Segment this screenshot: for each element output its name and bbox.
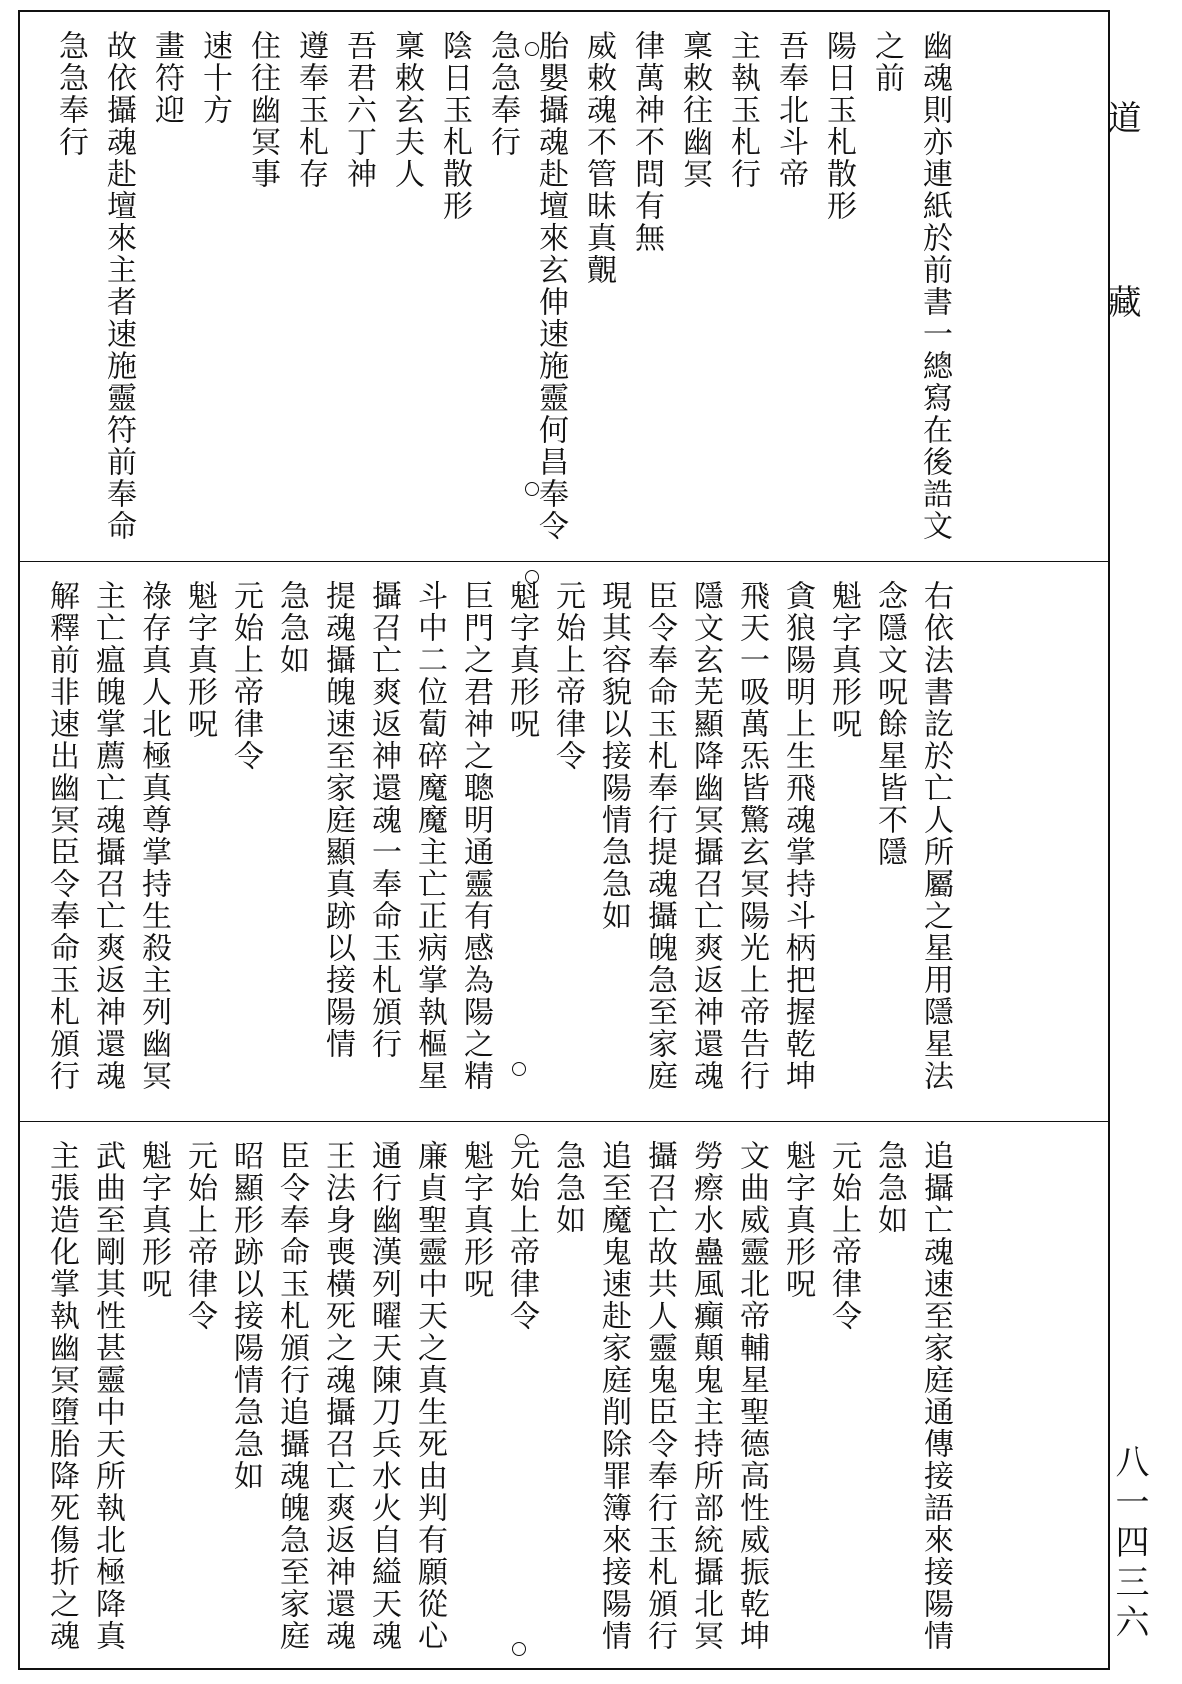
text-column: 昭顯形跡以接陽情急急如	[228, 1140, 263, 1492]
panel-middle	[20, 562, 1108, 1122]
text-column: 追攝亡魂速至家庭通傳接語來接陽情	[918, 1140, 953, 1652]
text-column: 威敕魂不管昧真覿	[581, 30, 616, 286]
text-column: 急急奉行	[53, 30, 88, 158]
text-column: 元始上帝律令	[826, 1140, 861, 1332]
text-column: 魁字真形呪	[504, 580, 539, 740]
text-column: 提魂攝魄速至家庭顯真跡以接陽情	[320, 580, 355, 1060]
text-column: 斗中二位蔔碎魔魔主亡正病掌執樞星	[412, 580, 447, 1092]
text-column: 臣令奉命玉札頒行追攝魂魄急至家庭	[274, 1140, 309, 1652]
text-column: 王法身喪橫死之魂攝召亡爽返神還魂	[320, 1140, 355, 1652]
text-column: 幽魂則亦連紙於前書一總寫在後誥文	[917, 30, 952, 542]
text-column: 武曲至剛其性甚靈中天所執北極降真	[90, 1140, 125, 1652]
text-column: 吾君六丁神	[341, 30, 376, 190]
text-column: 隱文玄芜顯降幽冥攝召亡爽返神還魂	[688, 580, 723, 1092]
circle-mark	[512, 1062, 526, 1076]
text-column: 稟敕往幽冥	[677, 30, 712, 190]
text-column: 急急奉行	[485, 30, 520, 158]
text-column: 追至魔鬼速赴家庭削除罪簿來接陽情	[596, 1140, 631, 1652]
text-column: 貪狼陽明上生飛魂掌持斗柄把握乾坤	[780, 580, 815, 1092]
text-column: 主執玉札行	[725, 30, 760, 190]
text-column: 攝召亡故共人靈鬼臣令奉行玉札頒行	[642, 1140, 677, 1652]
text-column: 元始上帝律令	[228, 580, 263, 772]
text-column: 急急如	[550, 1140, 585, 1236]
text-column: 現其容貌以接陽情急急如	[596, 580, 631, 932]
text-column: 主張造化掌執幽冥墮胎降死傷折之魂	[44, 1140, 79, 1652]
text-column: 主亡瘟魄掌薦亡魂攝召亡爽返神還魂	[90, 580, 125, 1092]
text-column: 右依法書訖於亡人所屬之星用隱星法	[918, 580, 953, 1092]
text-column: 飛天一吸萬炁皆驚玄冥陽光上帝告行	[734, 580, 769, 1092]
page-number: 八一四三六	[1109, 1444, 1149, 1644]
text-column: 胎嬰攝魂赴壇來玄伸速施靈何昌奉令	[533, 30, 568, 542]
text-column: 元始上帝律令	[504, 1140, 539, 1332]
circle-mark	[525, 42, 539, 56]
text-column: 魁字真形呪	[136, 1140, 171, 1300]
text-column: 勞瘵水蠱風癲顛鬼主持所部統攝北冥	[688, 1140, 723, 1652]
panel-top	[20, 12, 1108, 562]
text-column: 速十方	[197, 30, 232, 126]
text-column: 解釋前非速出幽冥臣令奉命玉札頒行	[44, 580, 79, 1092]
text-column: 元始上帝律令	[182, 1140, 217, 1332]
page-frame	[18, 10, 1110, 1670]
text-column: 吾奉北斗帝	[773, 30, 808, 190]
text-columns-bottom	[38, 1140, 958, 1658]
text-column: 遵奉玉札存	[293, 30, 328, 190]
text-columns-top	[46, 30, 958, 551]
text-columns-middle	[38, 580, 958, 1111]
text-column: 住往幽冥事	[245, 30, 280, 190]
text-column: 祿存真人北極真尊掌持生殺主列幽冥	[136, 580, 171, 1092]
text-column: 臣令奉命玉札奉行提魂攝魄急至家庭	[642, 580, 677, 1092]
text-column: 急急如	[872, 1140, 907, 1236]
circle-mark	[525, 482, 539, 496]
text-column: 律萬神不問有無	[629, 30, 664, 254]
text-column: 攝召亡爽返神還魂一奉命玉札頒行	[366, 580, 401, 1060]
text-column: 巨門之君神之聰明通靈有感為陽之精	[458, 580, 493, 1092]
text-column: 魁字真形呪	[458, 1140, 493, 1300]
text-column: 畫符迎	[149, 30, 184, 126]
text-column: 廉貞聖靈中天之真生死由判有願從心	[412, 1140, 447, 1652]
collection-label: 道藏	[1101, 100, 1141, 468]
text-column: 故依攝魂赴壇來主者速施靈符前奉命	[101, 30, 136, 542]
text-column: 魁字真形呪	[780, 1140, 815, 1300]
text-column: 稟敕玄夫人	[389, 30, 424, 190]
text-column: 陰日玉札散形	[437, 30, 472, 222]
text-column: 陽日玉札散形	[821, 30, 856, 222]
circle-mark	[512, 1642, 526, 1656]
text-column: 元始上帝律令	[550, 580, 585, 772]
text-column: 通行幽漢列曜天陳刀兵水火自縊天魂	[366, 1140, 401, 1652]
panel-bottom	[20, 1122, 1108, 1668]
circle-mark	[515, 1134, 529, 1148]
text-column: 之前	[869, 30, 904, 94]
text-column: 魁字真形呪	[826, 580, 861, 740]
text-column: 念隱文呪餘星皆不隱	[872, 580, 907, 868]
text-column: 文曲威靈北帝輔星聖德高性威振乾坤	[734, 1140, 769, 1652]
circle-mark	[525, 570, 539, 584]
text-column: 魁字真形呪	[182, 580, 217, 740]
text-column: 急急如	[274, 580, 309, 676]
